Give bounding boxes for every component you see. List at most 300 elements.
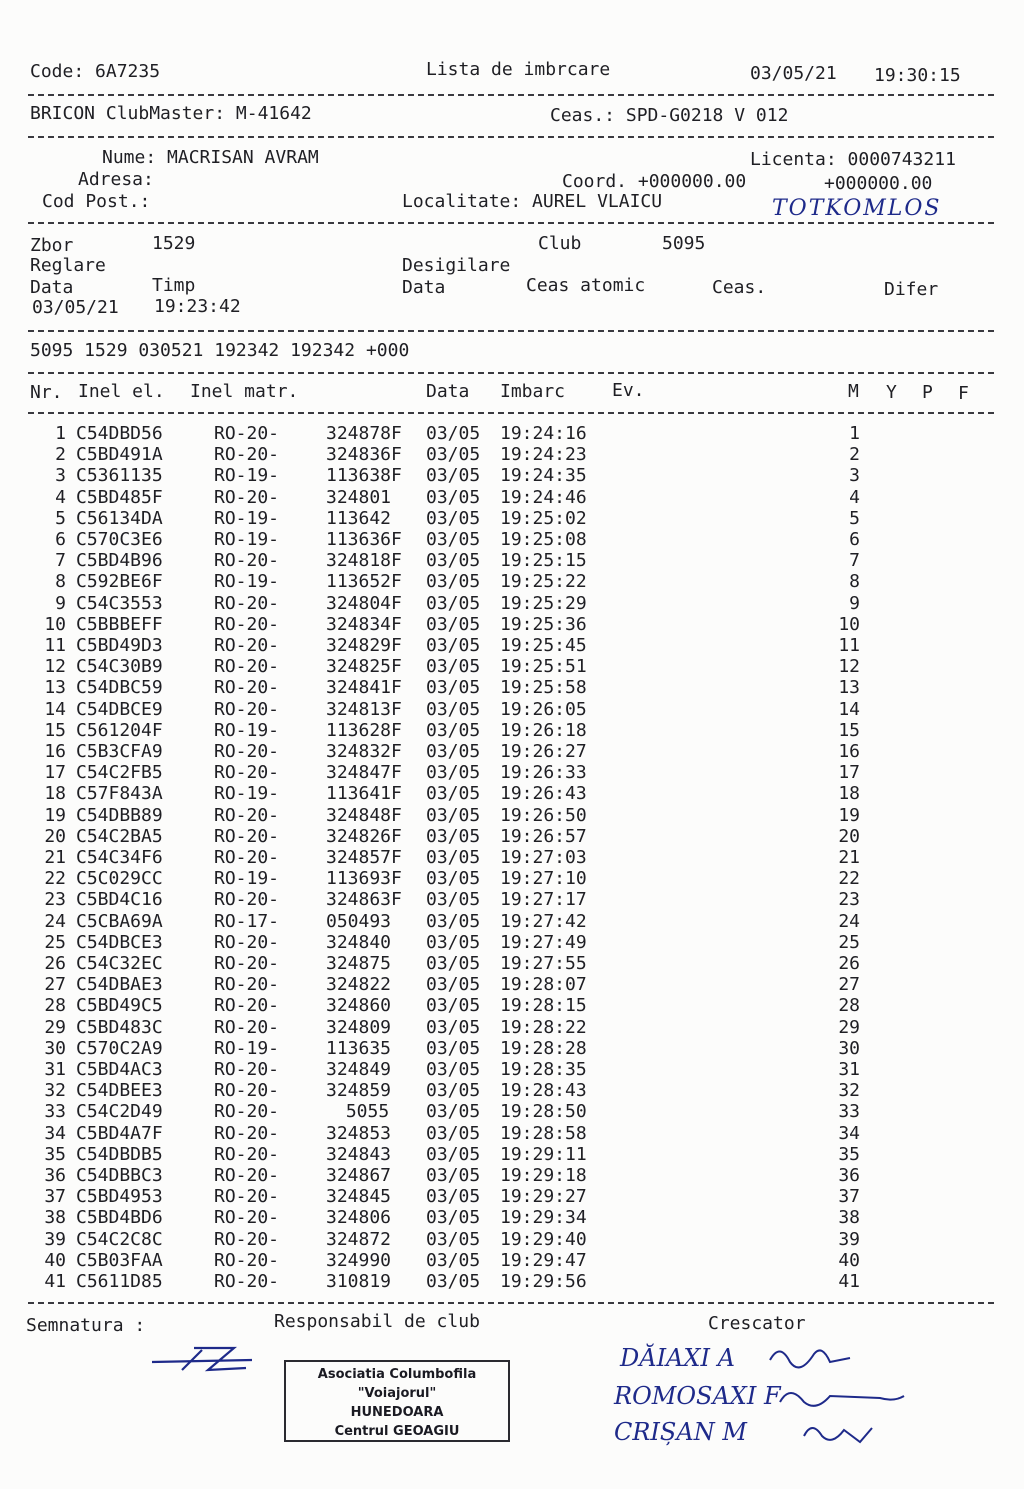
arrival-time: 19:27:42	[500, 910, 587, 932]
position: 13	[838, 677, 860, 699]
row-number: 18	[44, 783, 66, 805]
flight-time: 19:23:42	[154, 296, 241, 317]
col-p: P	[922, 382, 933, 403]
position: 28	[838, 995, 860, 1017]
ring-prefix: RO-20-	[214, 1271, 280, 1292]
table-row	[0, 996, 1024, 1017]
position: 7	[849, 550, 860, 572]
position: 25	[838, 931, 860, 953]
ring-prefix: RO-20-	[214, 889, 280, 911]
handwritten-signatures	[760, 1340, 920, 1450]
arrival-time: 19:24:35	[500, 465, 587, 487]
arrival-time: 19:29:11	[500, 1143, 587, 1165]
divider	[28, 372, 994, 374]
electronic-ring: C54C2FB5	[76, 762, 163, 784]
ceas-short-label: Ceas.	[712, 277, 767, 298]
arrival-time: 19:29:47	[500, 1249, 587, 1271]
row-number: 33	[44, 1101, 66, 1123]
ring-number: 324872	[326, 1228, 402, 1250]
ring-number: 324875	[326, 953, 402, 974]
ring-number: 324836F	[326, 444, 402, 466]
arrival-date: 03/05	[426, 1165, 481, 1186]
ring-number: 324849	[326, 1059, 402, 1080]
arrival-time: 19:24:16	[500, 423, 587, 444]
row-number: 36	[44, 1165, 66, 1186]
col-f: F	[958, 383, 969, 404]
ring-prefix: RO-20-	[214, 1207, 280, 1229]
ring-number: 324809	[326, 1016, 402, 1038]
arrival-date: 03/05	[426, 953, 481, 974]
position: 29	[838, 1016, 860, 1038]
ring-prefix: RO-20-	[214, 974, 280, 996]
table-row	[0, 848, 1024, 869]
row-number: 38	[44, 1207, 66, 1229]
ring-prefix: RO-19-	[214, 1037, 280, 1059]
arrival-date: 03/05	[426, 868, 481, 890]
ring-prefix: RO-20-	[214, 804, 280, 826]
table-row	[0, 933, 1024, 954]
handwritten-name-3: CRIȘAN M	[614, 1418, 747, 1446]
club-responsible-label: Responsabil de club	[274, 1311, 480, 1332]
ring-number: 324818F	[326, 550, 402, 572]
position: 20	[838, 825, 860, 847]
timp-label: Timp	[152, 275, 196, 296]
arrival-time: 19:27:17	[500, 889, 587, 911]
arrival-time: 19:29:56	[500, 1271, 587, 1292]
stamp-line-2: "Voiajorul"	[357, 1386, 437, 1401]
ring-prefix: RO-19-	[214, 571, 280, 593]
col-data: Data	[426, 381, 470, 402]
row-number: 32	[44, 1080, 66, 1102]
arrival-time: 19:25:08	[500, 529, 587, 550]
ring-number: 113641F	[326, 783, 402, 805]
ring-prefix: RO-20-	[214, 762, 280, 784]
position: 38	[838, 1207, 860, 1229]
arrival-time: 19:28:58	[500, 1122, 587, 1144]
arrival-time: 19:27:03	[500, 847, 587, 868]
arrival-date: 03/05	[426, 1059, 481, 1080]
electronic-ring: C54C2D49	[76, 1101, 163, 1123]
divider	[28, 222, 994, 224]
arrival-date: 03/05	[426, 1080, 481, 1102]
row-number: 12	[44, 656, 66, 678]
table-row	[0, 1081, 1024, 1102]
ring-prefix: RO-20-	[214, 953, 280, 974]
ring-number: 324841F	[326, 677, 402, 699]
row-number: 20	[44, 825, 66, 847]
table-row	[0, 1166, 1024, 1187]
ring-prefix: RO-20-	[214, 1228, 280, 1250]
difer-label: Difer	[884, 279, 939, 300]
ring-prefix: RO-20-	[214, 423, 280, 444]
position: 41	[838, 1271, 860, 1292]
ring-number: 324845	[326, 1186, 402, 1208]
position: 36	[838, 1165, 860, 1186]
arrival-date: 03/05	[426, 550, 481, 572]
arrival-date: 03/05	[426, 995, 481, 1017]
table-row	[0, 488, 1024, 509]
table-row	[0, 721, 1024, 742]
ring-prefix: RO-20-	[214, 1016, 280, 1038]
arrival-time: 19:29:27	[500, 1186, 587, 1208]
arrival-date: 03/05	[426, 592, 481, 614]
position: 8	[849, 571, 860, 593]
address-label: Adresa:	[78, 169, 154, 190]
ring-prefix: RO-20-	[214, 656, 280, 678]
electronic-ring: C5361135	[76, 465, 163, 487]
table-row	[0, 827, 1024, 848]
position: 35	[838, 1143, 860, 1165]
arrival-date: 03/05	[426, 1271, 481, 1292]
arrival-date: 03/05	[426, 677, 481, 699]
ring-prefix: RO-20-	[214, 995, 280, 1017]
table-row	[0, 806, 1024, 827]
ring-number: 324801	[326, 486, 402, 508]
position: 9	[849, 592, 860, 614]
desigilare-label: Desigilare	[402, 255, 511, 276]
table-row	[0, 551, 1024, 572]
row-number: 27	[44, 974, 66, 996]
table-row	[0, 678, 1024, 699]
arrival-time: 19:28:22	[500, 1016, 587, 1038]
arrival-date: 03/05	[426, 741, 481, 762]
ring-number: 324834F	[326, 613, 402, 635]
divider	[28, 136, 994, 138]
table-row	[0, 784, 1024, 805]
table-row	[0, 742, 1024, 763]
table-row	[0, 1145, 1024, 1166]
table-row	[0, 1208, 1024, 1229]
electronic-ring: C5BD49D3	[76, 635, 163, 656]
electronic-ring: C54DBD56	[76, 423, 163, 444]
row-number: 21	[44, 847, 66, 868]
col-m: M	[848, 381, 859, 402]
electronic-ring: C54C34F6	[76, 847, 163, 868]
position: 15	[838, 719, 860, 741]
postal-code-label: Cod Post.:	[42, 191, 151, 212]
table-row	[0, 1039, 1024, 1060]
ring-number: 324878F	[326, 423, 402, 444]
zbor-label: Zbor	[30, 235, 74, 256]
electronic-ring: C5BD483C	[76, 1016, 163, 1038]
arrival-time: 19:25:15	[500, 550, 587, 572]
ring-number: 324840	[326, 931, 402, 953]
row-number: 26	[44, 953, 66, 974]
electronic-ring: C5BD4C16	[76, 889, 163, 911]
electronic-ring: C5C029CC	[76, 868, 163, 890]
clubmaster-label: BRICON ClubMaster: M-41642	[30, 103, 312, 124]
ring-prefix: RO-20-	[214, 592, 280, 614]
table-row	[0, 1102, 1024, 1123]
ring-number: 324857F	[326, 847, 402, 868]
flight-code-line: 5095 1529 030521 192342 192342 +000	[30, 340, 410, 361]
col-imbarc: Imbarc	[500, 381, 566, 402]
ring-prefix: RO-19-	[214, 507, 280, 529]
col-y: Y	[886, 382, 897, 403]
table-row	[0, 424, 1024, 445]
ring-number: 324847F	[326, 762, 402, 784]
electronic-ring: C54DBB89	[76, 804, 163, 826]
table-row	[0, 763, 1024, 784]
arrival-time: 19:24:23	[500, 444, 587, 466]
row-number: 25	[44, 931, 66, 953]
arrival-time: 19:27:49	[500, 931, 587, 953]
row-number: 30	[44, 1037, 66, 1059]
ring-prefix: RO-19-	[214, 783, 280, 805]
position: 10	[838, 613, 860, 635]
electronic-ring: C56134DA	[76, 507, 163, 529]
table-row	[0, 509, 1024, 530]
ring-prefix: RO-19-	[214, 719, 280, 741]
position: 39	[838, 1228, 860, 1250]
arrival-date: 03/05	[426, 507, 481, 529]
stamp-line-3: HUNEDOARA	[350, 1405, 444, 1420]
electronic-ring: C54DBAE3	[76, 974, 163, 996]
table-row	[0, 954, 1024, 975]
table-row	[0, 912, 1024, 933]
ring-number: 113652F	[326, 571, 402, 593]
arrival-date: 03/05	[426, 762, 481, 784]
arrival-time: 19:25:45	[500, 635, 587, 656]
divider	[28, 94, 994, 96]
ring-number: 324853	[326, 1122, 402, 1144]
position: 14	[838, 698, 860, 720]
ring-number: 5055	[345, 1101, 400, 1123]
ring-prefix: RO-20-	[214, 698, 280, 720]
position: 5	[849, 507, 860, 529]
divider	[28, 412, 994, 414]
ring-prefix: RO-20-	[214, 1186, 280, 1208]
arrival-time: 19:25:02	[500, 507, 587, 529]
table-row	[0, 530, 1024, 551]
table-row	[0, 636, 1024, 657]
ring-number: 324825F	[326, 656, 402, 678]
electronic-ring: C5BD4B96	[76, 550, 163, 572]
col-inel-el: Inel el.	[78, 381, 165, 402]
position: 34	[838, 1122, 860, 1144]
position: 32	[838, 1080, 860, 1102]
arrival-date: 03/05	[426, 910, 481, 932]
document-title: Lista de imbrcare	[426, 59, 611, 80]
ring-number: 324822	[326, 974, 402, 996]
row-number: 5	[55, 507, 66, 529]
ring-prefix: RO-20-	[214, 1101, 280, 1123]
electronic-ring: C5611D85	[76, 1271, 163, 1292]
arrival-time: 19:27:55	[500, 953, 587, 974]
ring-prefix: RO-20-	[214, 1165, 280, 1186]
position: 26	[838, 953, 860, 974]
row-number: 28	[44, 995, 66, 1017]
ceas-label: Ceas.: SPD-G0218 V 012	[550, 105, 789, 126]
breeder-label: Crescator	[708, 1313, 806, 1334]
row-number: 11	[44, 635, 66, 656]
position: 23	[838, 889, 860, 911]
ring-prefix: RO-20-	[214, 825, 280, 847]
row-number: 19	[44, 804, 66, 826]
arrival-time: 19:29:40	[500, 1228, 587, 1250]
table-row	[0, 890, 1024, 911]
ring-prefix: RO-20-	[214, 741, 280, 762]
electronic-ring: C570C3E6	[76, 529, 163, 550]
col-inel-matr: Inel matr.	[190, 381, 299, 402]
arrival-date: 03/05	[426, 1037, 481, 1059]
ring-number: 324804F	[326, 592, 402, 614]
club-stamp	[284, 1360, 510, 1442]
arrival-time: 19:26:18	[500, 719, 587, 741]
code-label: Code: 6A7235	[30, 61, 161, 82]
owner-name: Nume: MACRISAN AVRAM	[102, 147, 319, 168]
row-number: 39	[44, 1228, 66, 1250]
row-number: 35	[44, 1143, 66, 1165]
table-row	[0, 975, 1024, 996]
row-number: 10	[44, 613, 66, 635]
license-number: Licenta: 0000743211	[750, 149, 956, 170]
ring-number: 324826F	[326, 825, 402, 847]
arrival-time: 19:28:43	[500, 1080, 587, 1102]
arrival-time: 19:26:43	[500, 783, 587, 805]
table-row	[0, 572, 1024, 593]
row-number: 17	[44, 762, 66, 784]
position: 4	[849, 486, 860, 508]
arrival-date: 03/05	[426, 698, 481, 720]
electronic-ring: C5BD485F	[76, 486, 163, 508]
row-number: 41	[44, 1271, 66, 1292]
row-number: 34	[44, 1122, 66, 1144]
position: 11	[838, 635, 860, 656]
header-date: 03/05/21	[750, 63, 837, 84]
reglare-label: Reglare	[30, 255, 106, 276]
ring-number: 324848F	[326, 804, 402, 826]
handwritten-name-1: DĂIAXI A	[620, 1344, 735, 1372]
electronic-ring: C54C30B9	[76, 656, 163, 678]
arrival-date: 03/05	[426, 1122, 481, 1144]
electronic-ring: C54C2C8C	[76, 1228, 163, 1250]
row-number: 14	[44, 698, 66, 720]
arrival-date: 03/05	[426, 613, 481, 635]
position: 30	[838, 1037, 860, 1059]
ring-number: 324829F	[326, 635, 402, 656]
arrival-time: 19:28:28	[500, 1037, 587, 1059]
arrival-date: 03/05	[426, 825, 481, 847]
arrival-time: 19:26:50	[500, 804, 587, 826]
arrival-time: 19:28:50	[500, 1101, 587, 1123]
ring-number: 113636F	[326, 529, 402, 550]
position: 6	[849, 529, 860, 550]
electronic-ring: C570C2A9	[76, 1037, 163, 1059]
ring-prefix: RO-19-	[214, 465, 280, 487]
electronic-ring: C54DBDB5	[76, 1143, 163, 1165]
ring-prefix: RO-20-	[214, 613, 280, 635]
position: 31	[838, 1059, 860, 1080]
table-row	[0, 869, 1024, 890]
row-number: 22	[44, 868, 66, 890]
stamp-line-4: Centrul GEOAGIU	[334, 1424, 460, 1439]
table-row	[0, 594, 1024, 615]
ring-prefix: RO-20-	[214, 486, 280, 508]
arrival-time: 19:28:15	[500, 995, 587, 1017]
ring-prefix: RO-20-	[214, 1080, 280, 1102]
ring-number: 324806	[326, 1207, 402, 1229]
arrival-date: 03/05	[426, 783, 481, 805]
arrival-date: 03/05	[426, 1016, 481, 1038]
table-row	[0, 466, 1024, 487]
club-value: 5095	[662, 233, 706, 254]
table-row	[0, 1060, 1024, 1081]
handwritten-locality: TOTKOMLOS	[772, 196, 942, 221]
ring-prefix: RO-20-	[214, 635, 280, 656]
row-number: 8	[55, 571, 66, 593]
electronic-ring: C54C32EC	[76, 953, 163, 974]
ring-number: 324867	[326, 1165, 402, 1186]
electronic-ring: C5BD4AC3	[76, 1059, 163, 1080]
ring-number: 113642	[326, 507, 402, 529]
ring-prefix: RO-20-	[214, 677, 280, 699]
electronic-ring: C5B3CFA9	[76, 741, 163, 762]
arrival-date: 03/05	[426, 1101, 481, 1123]
ring-number: 324863F	[326, 889, 402, 911]
arrival-date: 03/05	[426, 1249, 481, 1271]
table-row	[0, 700, 1024, 721]
arrival-date: 03/05	[426, 635, 481, 656]
row-number: 23	[44, 889, 66, 911]
data2-label: Data	[402, 277, 446, 298]
position: 33	[838, 1101, 860, 1123]
arrival-date: 03/05	[426, 529, 481, 550]
arrival-time: 19:27:10	[500, 868, 587, 890]
row-number: 9	[55, 592, 66, 614]
electronic-ring: C5CBA69A	[76, 910, 163, 932]
electronic-ring: C54DBCE3	[76, 931, 163, 953]
arrival-time: 19:25:22	[500, 571, 587, 593]
electronic-ring: C54DBBC3	[76, 1165, 163, 1186]
arrival-time: 19:29:18	[500, 1165, 587, 1186]
arrival-time: 19:25:29	[500, 592, 587, 614]
locality: Localitate: AUREL VLAICU	[402, 191, 663, 212]
position: 16	[838, 741, 860, 762]
row-number: 6	[55, 529, 66, 550]
row-number: 13	[44, 677, 66, 699]
ring-number: 113628F	[326, 719, 402, 741]
arrival-time: 19:26:33	[500, 762, 587, 784]
signature-scribble	[148, 1340, 258, 1380]
table-row	[0, 1230, 1024, 1251]
ring-prefix: RO-20-	[214, 1059, 280, 1080]
ring-prefix: RO-20-	[214, 444, 280, 466]
position: 27	[838, 974, 860, 996]
ring-number: 324990	[326, 1249, 402, 1271]
position: 21	[838, 847, 860, 868]
arrival-date: 03/05	[426, 423, 481, 444]
signature-label: Semnatura :	[26, 1315, 146, 1336]
ring-prefix: RO-19-	[214, 868, 280, 890]
table-row	[0, 445, 1024, 466]
electronic-ring: C54C3553	[76, 592, 163, 614]
ring-number: 310819	[326, 1271, 402, 1292]
divider	[28, 1302, 994, 1304]
ring-prefix: RO-19-	[214, 529, 280, 550]
table-row	[0, 1272, 1024, 1293]
ring-prefix: RO-20-	[214, 847, 280, 868]
ring-number: 324832F	[326, 741, 402, 762]
arrival-time: 19:28:07	[500, 974, 587, 996]
ring-prefix: RO-20-	[214, 1249, 280, 1271]
arrival-time: 19:24:46	[500, 486, 587, 508]
arrival-date: 03/05	[426, 444, 481, 466]
arrival-time: 19:26:05	[500, 698, 587, 720]
position: 24	[838, 910, 860, 932]
position: 37	[838, 1186, 860, 1208]
electronic-ring: C5BD4A7F	[76, 1122, 163, 1144]
